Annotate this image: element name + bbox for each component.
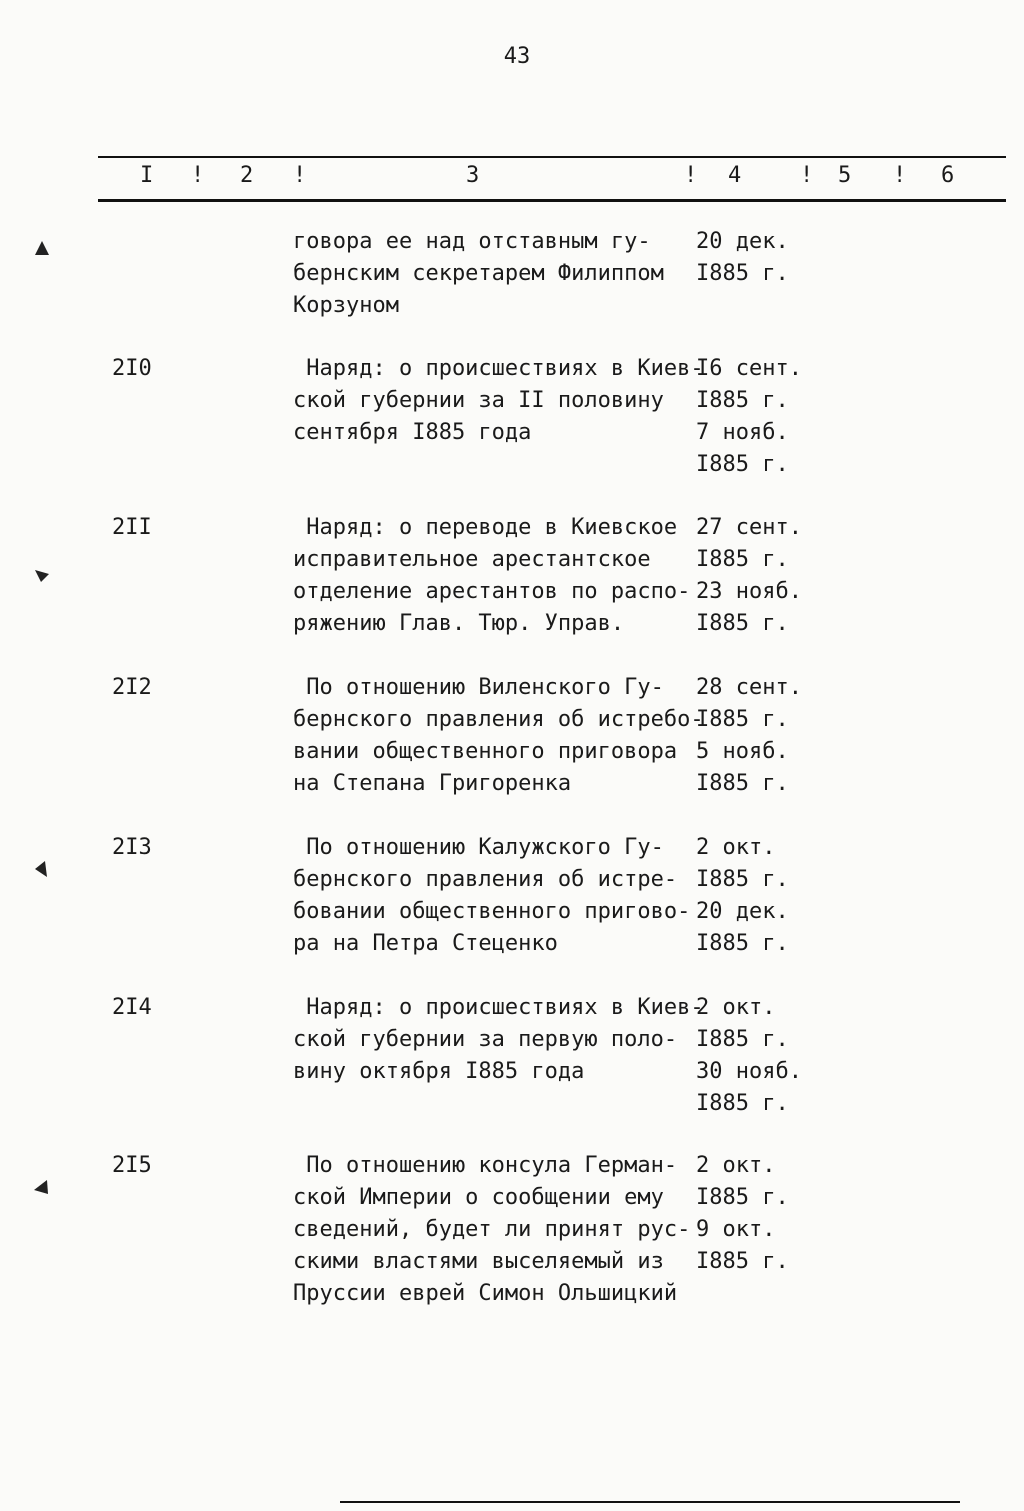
page-number: 43 (503, 44, 531, 69)
desc-line: Наряд: о переводе в Киевское (293, 515, 678, 540)
desc-line: ской губернии за II половину (293, 388, 664, 413)
desc-line: скими властями выселяемый из (293, 1249, 664, 1274)
date-line: I885 г. (696, 1249, 789, 1274)
header-bottom-rule (98, 199, 1006, 202)
date-line: 27 сент. (696, 515, 802, 540)
desc-line: отделение арестантов по распо- (293, 579, 691, 604)
desc-line: бернским секретарем Филиппом (293, 261, 664, 286)
desc-line: сведений, будет ли принят рус- (293, 1217, 691, 1242)
date-line: 2 окт. (696, 835, 776, 860)
desc-line: Пруссии еврей Симон Ольшицкий (293, 1281, 678, 1306)
header-col-4: 4 (728, 163, 742, 188)
header-col-3: 3 (466, 163, 480, 188)
punch-hole-icon (33, 566, 51, 584)
entry-description (293, 672, 704, 800)
entry-number: 2I2 (112, 675, 152, 700)
entry-number: 2I0 (112, 356, 152, 381)
entry-description (293, 832, 693, 960)
entry-description (293, 512, 693, 640)
date-line: 28 сент. (696, 675, 802, 700)
desc-line: Корзуном (293, 293, 399, 318)
punch-hole-icon (33, 240, 51, 258)
desc-line: ра на Петра Стеценко (293, 931, 558, 956)
date-line: I885 г. (696, 388, 789, 413)
entry-dates (696, 226, 816, 290)
entry-dates (696, 672, 816, 800)
desc-line: бовании общественного пригово- (293, 899, 691, 924)
date-line: I885 г. (696, 1091, 789, 1116)
date-line: 9 окт. (696, 1217, 776, 1242)
entry-description (293, 226, 693, 322)
entry-description (293, 992, 704, 1088)
entry-dates (696, 832, 816, 960)
entry-dates (696, 512, 816, 640)
date-line: 7 нояб. (696, 420, 789, 445)
date-line: I885 г. (696, 261, 789, 286)
date-line: I885 г. (696, 707, 789, 732)
desc-line: говора ее над отставным гу- (293, 229, 651, 254)
header-col-5: 5 (838, 163, 852, 188)
entry-number: 2I4 (112, 995, 152, 1020)
date-line: I885 г. (696, 931, 789, 956)
desc-line: По отношению Виленского Гу- (293, 675, 664, 700)
date-line: I885 г. (696, 1027, 789, 1052)
punch-hole-icon (33, 1178, 51, 1196)
desc-line: на Степана Григоренка (293, 771, 572, 796)
desc-line: Наряд: о происшествиях в Киев- (293, 995, 704, 1020)
date-line: 5 нояб. (696, 739, 789, 764)
date-line: 20 дек. (696, 899, 789, 924)
date-line: I885 г. (696, 867, 789, 892)
date-line: I885 г. (696, 547, 789, 572)
desc-line: ряжению Глав. Тюр. Управ. (293, 611, 625, 636)
desc-line: вину октября I885 года (293, 1059, 585, 1084)
date-line: I885 г. (696, 771, 789, 796)
desc-line: бернского правления об истре- (293, 867, 678, 892)
date-line: 23 нояб. (696, 579, 802, 604)
desc-line: ской губернии за первую поло- (293, 1027, 678, 1052)
entry-dates (696, 992, 816, 1120)
entry-dates (696, 353, 816, 481)
entry-number: 2II (112, 515, 152, 540)
date-line: 30 нояб. (696, 1059, 802, 1084)
desc-line: По отношению Калужского Гу- (293, 835, 664, 860)
desc-line: исправительное арестантское (293, 547, 651, 572)
header-col-2: 2 (240, 163, 254, 188)
header-separator: ! (684, 163, 698, 188)
punch-hole-icon (33, 860, 51, 878)
desc-line: вании общественного приговора (293, 739, 678, 764)
header-col-1: I (140, 163, 154, 188)
entry-description (293, 1150, 693, 1310)
desc-line: ской Империи о сообщении ему (293, 1185, 664, 1210)
header-col-6: 6 (941, 163, 955, 188)
entry-number: 2I3 (112, 835, 152, 860)
header-separator: ! (191, 163, 205, 188)
page-bottom-rule (340, 1501, 960, 1503)
date-line: I885 г. (696, 452, 789, 477)
date-line: I885 г. (696, 1185, 789, 1210)
date-line: I885 г. (696, 611, 789, 636)
date-line: 20 дек. (696, 229, 789, 254)
header-separator: ! (293, 163, 307, 188)
desc-line: сентября I885 года (293, 420, 532, 445)
entry-number: 2I5 (112, 1153, 152, 1178)
desc-line: бернского правления об истребо- (293, 707, 704, 732)
header-separator: ! (893, 163, 907, 188)
date-line: I6 сент. (696, 356, 802, 381)
date-line: 2 окт. (696, 1153, 776, 1178)
date-line: 2 окт. (696, 995, 776, 1020)
entry-description (293, 353, 704, 449)
header-top-rule (98, 156, 1006, 158)
desc-line: Наряд: о происшествиях в Киев- (293, 356, 704, 381)
header-separator: ! (800, 163, 814, 188)
desc-line: По отношению консула Герман- (293, 1153, 678, 1178)
entry-dates (696, 1150, 816, 1278)
